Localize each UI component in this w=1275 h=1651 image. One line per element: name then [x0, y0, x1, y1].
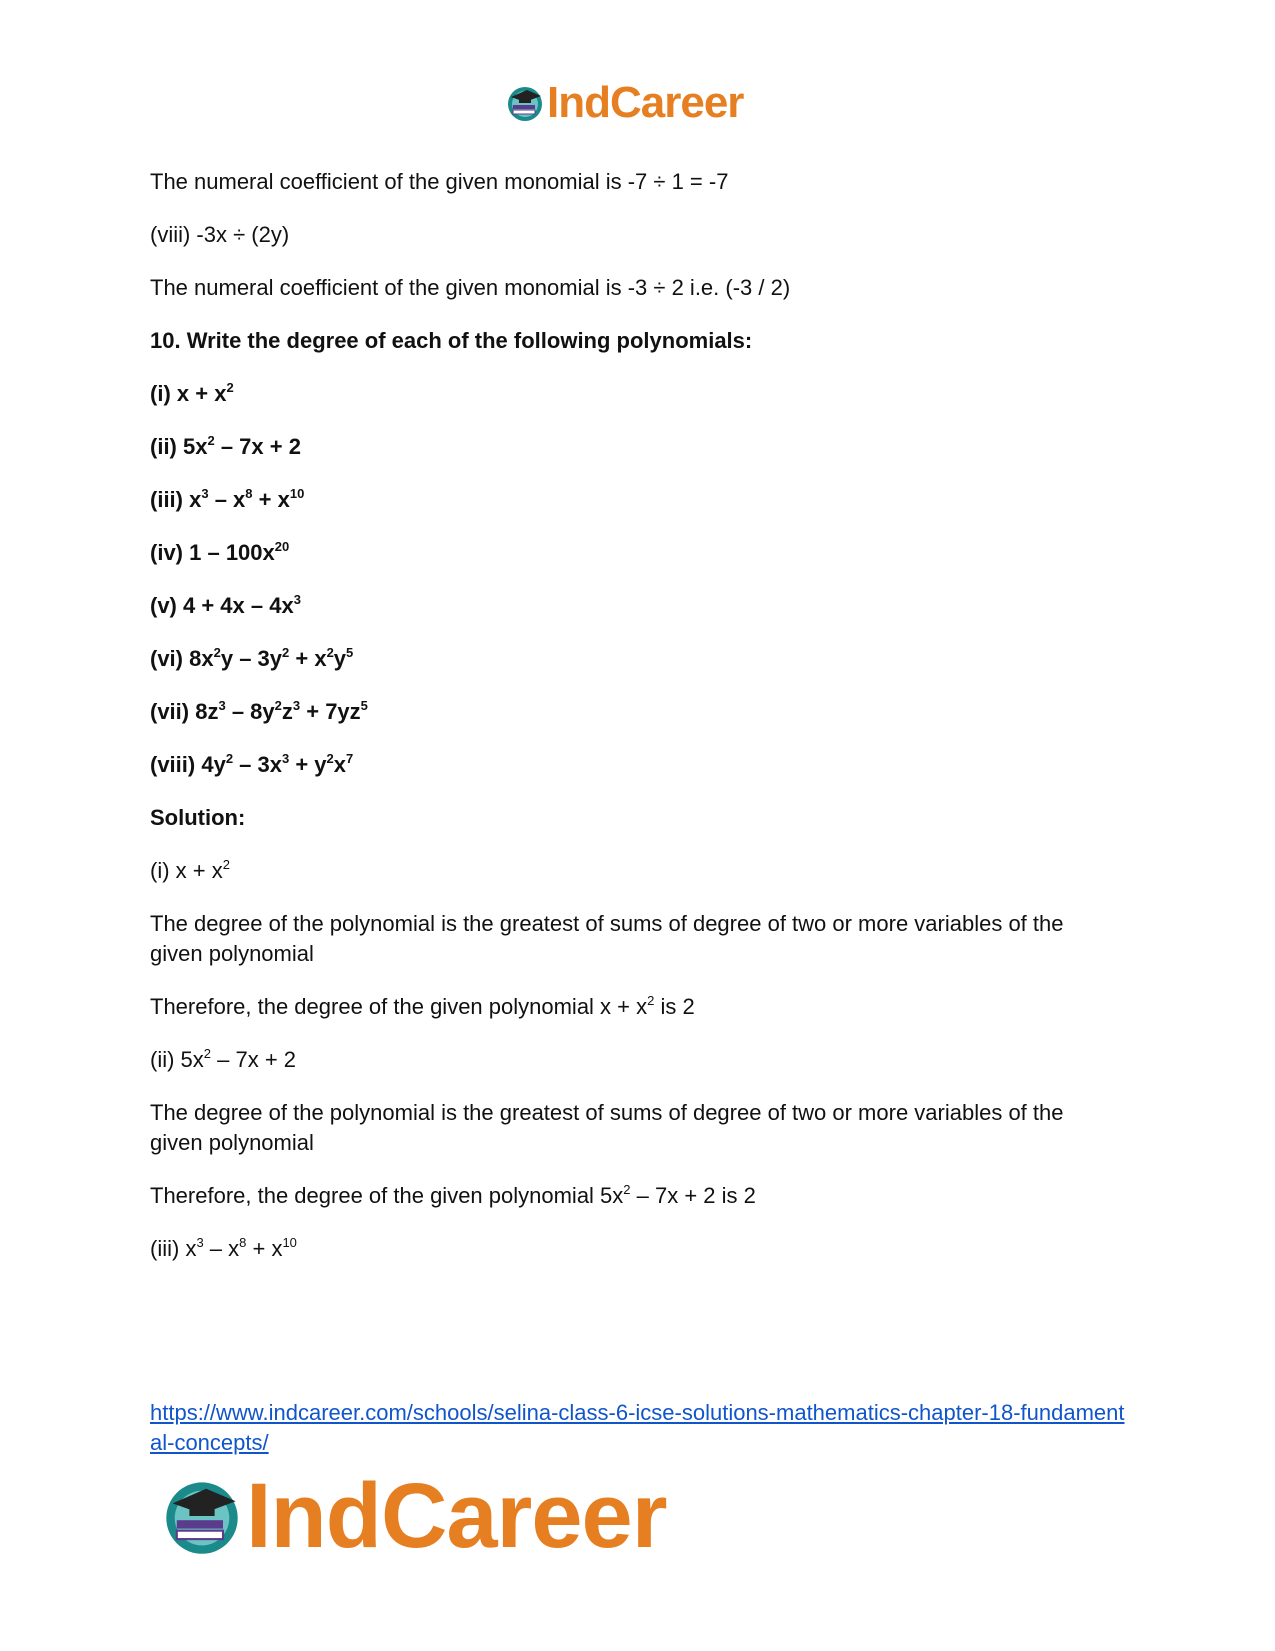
answer-item: (iii) $x^3 - x^8 + x^{10}$	[150, 1235, 297, 1261]
answer-item: (ii) $5x^2 - 7x + 2$	[150, 1046, 297, 1072]
source-link[interactable]: https://www.indcareer.com/schools/selina-class-6-icse-solutions-mathematics-chapter-18-fundamental-concepts/	[150, 1400, 1125, 1455]
paragraph: (viii) -3x ÷ (2y)	[150, 222, 290, 247]
question-item: (vi) $8x^2y - 3y^2 + x^2y^5$	[150, 645, 354, 671]
header-logo	[505, 78, 743, 128]
question-item: (viii) $4y^2 - 3x^3 + y^2x^7$	[150, 751, 354, 777]
paragraph: The numeral coefficient of the given monomial is -7 ÷ 1 = -7	[150, 169, 729, 194]
answer-item: (i) $x + x^2$	[150, 857, 230, 883]
paragraph: The numeral coefficient of the given monomial is -3 ÷ 2 i.e. (-3 / 2)	[150, 275, 791, 300]
question-heading: 10. Write the degree of each of the following polynomials:	[150, 328, 753, 353]
question-item: (ii) $5x^2 - 7x + 2$	[150, 433, 301, 459]
question-item: (v) $4 + 4x - 4x^3$	[150, 592, 301, 618]
question-item: (iv) $1 - 100x^{20}$	[150, 539, 290, 565]
globe-book-cap-icon	[505, 83, 545, 123]
question-item: (iii) $x^3 - x^8 + x^{10}$	[150, 486, 305, 512]
answer-result: Therefore, the degree of the given polynomial $5x^2 - 7x + 2$ is 2	[150, 1182, 756, 1208]
answer-result: Therefore, the degree of the given polynomial $x + x^2$ is 2	[150, 993, 695, 1019]
solution-heading: Solution:	[150, 805, 246, 830]
question-item: (i) $x + x^2$	[150, 380, 234, 406]
logo-text: IndCareer	[547, 78, 744, 127]
globe-book-cap-icon	[160, 1474, 244, 1558]
footer-logo	[160, 1465, 667, 1567]
question-item: (vii) $8z^3 - 8y^2z^3 + 7yz^5$	[150, 698, 368, 724]
paragraph: The degree of the polynomial is the greatest of sums of degree of two or more variables of the given polynomial	[150, 911, 1064, 966]
logo-text: IndCareer	[246, 1465, 667, 1567]
paragraph: The degree of the polynomial is the greatest of sums of degree of two or more variables of the given polynomial	[150, 1100, 1064, 1155]
